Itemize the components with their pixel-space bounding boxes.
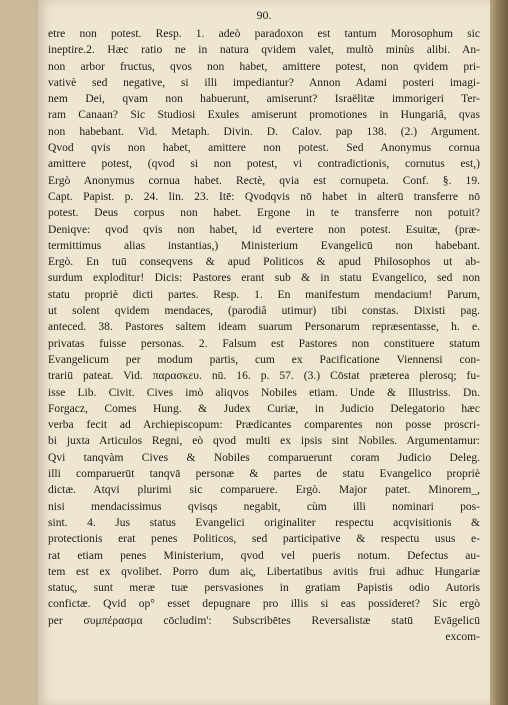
text-line: nem Dei, qvam non habuerunt, amiserunt? Israëlitæ immorigeri Ter- [48, 93, 480, 106]
text-line: dictæ. Atqvi plurimi sic comparuere. Ergò. Major patet. Minorem_, [48, 484, 480, 497]
text-line: per συμπέρασμα cōcludim': Subscribētes Reversalistæ statū Evāgelicū [48, 614, 480, 627]
text-line: ut solent qvidem mendaces, (parodiâ utimur) tibi constas. Dixisti pag. [48, 305, 480, 318]
text-line: bi juxta Articulos Regni, eò qvod multi ex ipsis sint Nobiles. Argumentamur: [48, 435, 480, 448]
text-line: Ergò Anonymus cornua habet. Rectè, qvia est cornupeta. Conf. §. 19. [48, 174, 480, 187]
text-line: verba fecit ad Archiepiscopum: Prædicantes comparentes non posse proscri- [48, 419, 480, 432]
text-line: termittimus alias instantias,) Ministerium Evangelicū non habebant. [48, 239, 480, 252]
text-line: surdum exploditur! Dicis: Pastores erant sub & in statu Evangelico, sed non [48, 272, 480, 285]
text-line: nisi mendacissimus qvisqs negabit, cùm illi nominari pos- [48, 500, 480, 513]
text-line: Qvod qvis non habet, amittere non potest. Sed Anonymus cornua [48, 142, 480, 155]
catchword: excom- [445, 630, 480, 643]
text-line: non arbor fructus, qvos non habet, amittere potest, non qvidem pri- [48, 60, 480, 73]
text-line: protectionis erat penes Politicos, sed participative & respectu usus e- [48, 533, 480, 546]
text-line: anteced. 38. Pastores saltem ideam suarum Personarum repræsentasse, h. e. [48, 321, 480, 334]
text-line: tem est ex qvolibet. Porro dum aiς, Libertatibus avitis frui adhuc Hungariæ [48, 565, 480, 578]
text-line: Ergò. En tuū conseqvens & apud Politicos & apud Philosophos ut ab- [48, 256, 480, 269]
text-line: Forgacz, Comes Hung. & Judex Curiæ, in Judicio Delegatorio hæc [48, 402, 480, 415]
text-line: potest. Deus corpus non habet. Ergone in te transferre non potuit? [48, 207, 480, 220]
text-line: rat etiam penes Ministerium, qvod vel pueris notum. Defectus au- [48, 549, 480, 562]
text-line: statu propriè dicti partes. Resp. 1. En manifestum mendacium! Parum, [48, 288, 480, 301]
body-text [48, 26, 480, 645]
text-line: Qvi tanqvàm Cives & Nobiles comparuerunt coram Judicio Deleg. [48, 451, 480, 464]
text-line: confictæ. Qvid op° esset depugnare pro illis si eas possideret? Sic ergò [48, 598, 480, 611]
text-line: isse Lib. Civit. Cives imò aliqvos Nobiles etiam. Unde & Illustriss. Dn. [48, 386, 480, 399]
text-line: vativè sed negative, si illi impediantur? Annon Adami posteri imagi- [48, 76, 480, 89]
text-line: Evangelicum per modum partis, cum ex Pacificatione Viennensi con- [48, 353, 480, 366]
text-line: trariū pateat. Vid. παρασκευ. nū. 16. p. 57. (3.) Cōstat præterea plerosq; fu- [48, 370, 480, 383]
text-line: etre non potest. Resp. 1. adeò paradoxon est tantum Morosophum sic [48, 28, 480, 40]
text-line: non habebant. Vid. Metaph. Divin. D. Calov. pap 138. (2.) Argument. [48, 125, 480, 138]
text-line: statuς, sunt meræ tuæ persvasiones in gratiam Papistis odio Autoris [48, 582, 480, 595]
text-line: illi comparuerūt tanqvā personæ & partes de statu Evangelico propriè [48, 468, 480, 481]
text-line: sint. 4. Jus status Evangelici originaliter respectu acqvisitionis & [48, 516, 480, 529]
text-line: amittere potest, (qvod si non potest, vi contradictionis, cornutus est,) [48, 158, 480, 171]
page-number: 90. [256, 8, 272, 22]
book-fore-edge [490, 0, 508, 705]
text-line: Deniqve: qvod qvis non habet, id evertere non potest. Esuitæ, (præ- [48, 223, 480, 236]
text-line: privatas fuisse personas. 2. Falsum est Pastores non constituere statum [48, 337, 480, 350]
text-line: ineptire.2. Hæc ratio ne in natura qvidem valet, multò minùs alibi. An- [48, 44, 480, 57]
text-line: Capt. Papist. p. 24. lin. 23. Itē: Qvodqvis nō habet in alterū transferre nō [48, 190, 480, 203]
book-page [38, 0, 490, 705]
text-line: ram Canaan? Sic Studiosi Exules amiserunt promotiones in Hungariâ, qvas [48, 109, 480, 122]
